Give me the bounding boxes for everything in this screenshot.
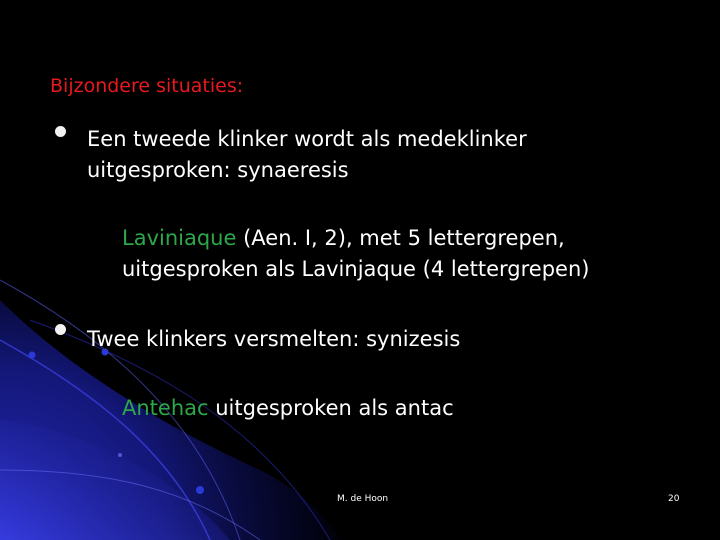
example-2 <box>122 393 454 424</box>
example-1 <box>122 223 589 285</box>
decor-dot <box>118 453 122 457</box>
bullet-item-2-line1: Twee klinkers versmelten: synizesis <box>87 327 461 351</box>
bullet-item-1-line2: uitgesproken: synaeresis <box>87 158 349 182</box>
bullet-item-1-line1: Een tweede klinker wordt als medeklinker <box>87 127 527 151</box>
example-1-highlight: Laviniaque <box>122 226 237 250</box>
example-1-line1-rest: (Aen. I, 2), met 5 lettergrepen, <box>236 226 565 250</box>
slide-heading: Bijzondere situaties: <box>50 75 244 97</box>
decor-dot <box>196 486 204 494</box>
bullet-item-1 <box>87 124 527 186</box>
example-2-line1-rest: uitgesproken als antac <box>208 396 454 420</box>
example-1-line2: uitgesproken als Lavinjaque (4 lettergrepen) <box>122 257 590 281</box>
bullet-item-2 <box>87 324 460 355</box>
bullet-point-icon <box>55 126 66 137</box>
footer-author: M. de Hoon <box>337 494 389 504</box>
example-2-line1 <box>122 393 454 424</box>
footer-page-number: 20 <box>668 494 680 504</box>
example-2-highlight: Antehac <box>122 396 209 420</box>
example-1-line1 <box>122 223 589 254</box>
decor-dot <box>29 352 36 359</box>
bullet-point-icon <box>55 324 66 335</box>
